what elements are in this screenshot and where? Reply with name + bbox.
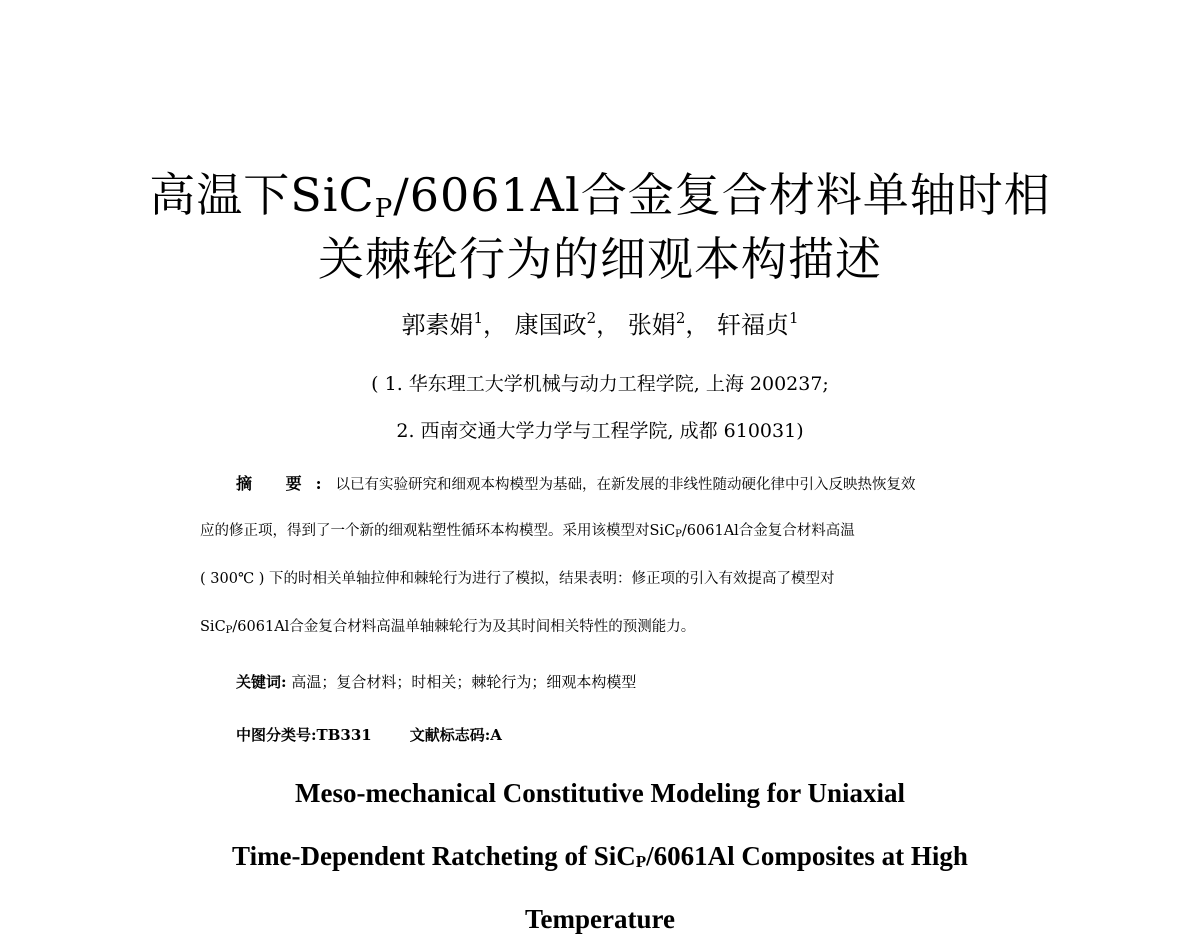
author-name: 郭素娟 [401, 311, 474, 339]
doc-code-value: A [490, 726, 502, 744]
author-list: 郭素娟$^1$， 康国政$^2$， 张娟$^2$， 轩福贞$^1$ [401, 309, 799, 339]
abstract-line-4: SiC$_P$/6061Al合金复合材料高温单轴棘轮行为及其时间相关特性的预测能力。 [200, 619, 696, 636]
english-title-line-1: Meso-mechanical Constitutive Modeling for Uniaxial [295, 778, 905, 808]
author-affiliation-mark: 2 [586, 309, 597, 327]
author-name: 康国政 [514, 311, 587, 339]
keywords-text: 高温；复合材料；时相关；棘轮行为；细观本构模型 [291, 673, 637, 691]
title-line-1 [0, 168, 1200, 224]
abstract-text-1: 以已有实验研究和细观本构模型为基础，在新发展的非线性随动硬化律中引入反映热恢复效 [335, 477, 916, 493]
clc-label: 中图分类号: [236, 726, 317, 744]
abstract-label: 摘 要: [236, 474, 336, 493]
classification [236, 728, 502, 743]
author-affiliation-mark: 1 [789, 309, 799, 327]
author-affiliation-mark: 2 [675, 309, 686, 327]
abstract-line-1 [236, 476, 915, 493]
title-line-1-pre: 高温下SiC [149, 168, 375, 222]
affiliation-2: 2. 西南交通大学力学与工程学院, 成都 610031) [396, 420, 804, 442]
clc-value: TB331 [316, 726, 372, 744]
title-subscript-p: P [374, 194, 394, 224]
author-affiliation-mark: 1 [473, 309, 483, 327]
keywords [236, 675, 636, 690]
english-title-line-3: Temperature [525, 904, 675, 934]
title-line-2: 关棘轮行为的细观本构描述 [318, 232, 882, 286]
english-title-line-2: Time-Dependent Ratcheting of SiCP/6061Al Composites at High [232, 841, 968, 871]
title-line-1-post: /6061Al合金复合材料单轴时相 [393, 168, 1051, 222]
doc-code-label: 文献标志码: [409, 726, 491, 744]
keywords-label: 关键词: [236, 673, 287, 691]
affiliation-1: ( 1. 华东理工大学机械与动力工程学院, 上海 200237; [371, 373, 829, 395]
author-name: 张娟 [627, 311, 676, 339]
abstract-line-3: ( 300℃ ) 下的时相关单轴拉伸和棘轮行为进行了模拟，结果表明：修正项的引入有效提高了模型对 [200, 571, 835, 587]
abstract-line-2: 应的修正项，得到了一个新的细观粘塑性循环本构模型。采用该模型对SiC$_P$/6061Al合金复合材料高温 [200, 523, 855, 540]
author-name: 轩福贞 [717, 311, 789, 339]
